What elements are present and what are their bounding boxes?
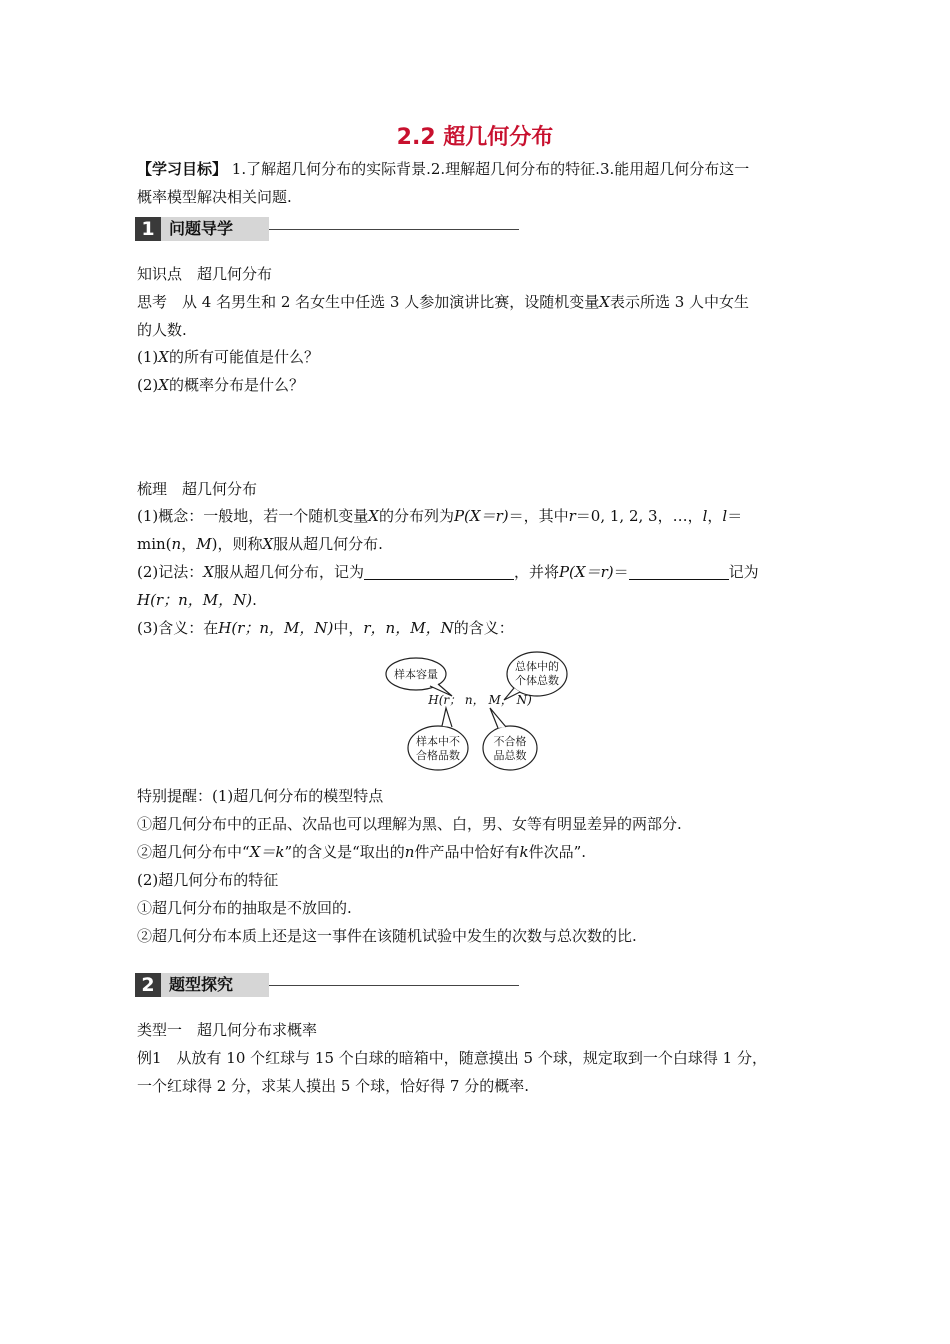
diagram-center-formula: H(r； n， M， N) bbox=[428, 693, 532, 707]
reminder-text: ”的含义是“取出的 bbox=[284, 843, 405, 861]
concept-text: ＝，其中 bbox=[508, 507, 569, 525]
question-2 bbox=[137, 371, 817, 399]
reminder-heading: 特别提醒：(1)超几何分布的模型特点 bbox=[137, 787, 384, 805]
think-line1 bbox=[137, 288, 817, 316]
fill-in-blank[interactable] bbox=[364, 563, 514, 580]
bubble-sample-size-label: 样本容量 bbox=[394, 668, 438, 681]
q1-text: 的所有可能值是什么？ bbox=[168, 348, 319, 366]
var-n: n bbox=[171, 535, 182, 553]
example1-line1: 例1 从放有 10 个红球与 15 个白球的暗箱中，随意摸出 5 个球，规定取到一个白球得 1 分， bbox=[137, 1049, 767, 1067]
objectives-label: 【学习目标】 bbox=[137, 160, 228, 178]
concept-text: (1)概念：一般地，若一个随机变量 bbox=[137, 507, 369, 525]
concept-text: ， bbox=[707, 507, 723, 525]
var-x: X bbox=[262, 535, 274, 553]
reminder-item2 bbox=[137, 838, 817, 866]
var-x: X bbox=[158, 376, 169, 394]
reminder-text: 件产品中恰好有 bbox=[414, 843, 520, 861]
meaning-line bbox=[137, 614, 817, 642]
notation-line1 bbox=[137, 558, 817, 586]
bubble-pointer bbox=[442, 708, 452, 727]
problem-type-1: 类型一 超几何分布求概率 bbox=[137, 1021, 318, 1039]
formula-p: P(X＝r) bbox=[453, 507, 509, 525]
concept-text: ， bbox=[181, 535, 197, 553]
review-heading: 梳理 超几何分布 bbox=[137, 480, 258, 498]
section-name: 题型探究 bbox=[161, 973, 269, 997]
notation-text: ，并将 bbox=[513, 563, 559, 581]
concept-text: 的分布列为 bbox=[378, 507, 454, 525]
bubble-total-defects-line2: 品总数 bbox=[493, 749, 527, 762]
concept-text: 服从超几何分布. bbox=[273, 535, 383, 553]
knowledge-point: 知识点 超几何分布 bbox=[137, 265, 273, 283]
bubble-total-defects-line1: 不合格 bbox=[493, 735, 527, 748]
var-r: r bbox=[568, 507, 576, 525]
section-header-problem-types bbox=[135, 973, 520, 997]
fill-in-blank[interactable] bbox=[629, 563, 729, 580]
reminder-text: ②超几何分布中“ bbox=[137, 843, 250, 861]
var-l: l bbox=[722, 507, 728, 525]
q2-text: 的概率分布是什么？ bbox=[168, 376, 304, 394]
objectives-line2: 概率模型解决相关问题. bbox=[137, 188, 292, 206]
reminder-item4: ②超几何分布本质上还是这一事件在该随机试验中发生的次数与总次数的比. bbox=[137, 927, 637, 945]
meaning-text: 中， bbox=[333, 619, 364, 637]
think-text: 思考 从 4 名男生和 2 名女生中任选 3 人参加演讲比赛，设随机变量 bbox=[137, 293, 600, 311]
diagram-svg bbox=[380, 648, 580, 776]
question-1 bbox=[137, 343, 817, 371]
concept-text: ＝ bbox=[727, 507, 743, 525]
notation-text: 记为 bbox=[728, 563, 759, 581]
hypergeometric-meaning-diagram bbox=[380, 648, 580, 776]
notation-text: . bbox=[252, 591, 257, 609]
var-x: X bbox=[158, 348, 169, 366]
bubble-sample-defects-line2: 合格品数 bbox=[416, 749, 460, 762]
bubble-sample-defects-line1: 样本中不 bbox=[416, 735, 460, 748]
concept-text: )，则称 bbox=[211, 535, 263, 553]
notation-text: (2)记法： bbox=[137, 563, 204, 581]
var-l: l bbox=[702, 507, 708, 525]
bubble-population-line2: 个体总数 bbox=[515, 674, 559, 687]
reminder-item1: ①超几何分布中的正品、次品也可以理解为黑、白，男、女等有明显差异的两部分. bbox=[137, 815, 682, 833]
formula-h: H(r；n，M，N) bbox=[137, 591, 253, 609]
think-text-end: 表示所选 3 人中女生 bbox=[609, 293, 750, 311]
section-number: 2 bbox=[135, 973, 161, 997]
var-n: n bbox=[404, 843, 415, 861]
objectives-line1: 1.了解超几何分布的实际背景.2.理解超几何分布的特征.3.能用超几何分布这一 bbox=[227, 160, 750, 178]
q2-number: (2) bbox=[137, 376, 159, 394]
reminder-text: 件次品”. bbox=[528, 843, 587, 861]
var-x: X bbox=[599, 293, 610, 311]
section-name: 问题导学 bbox=[161, 217, 269, 241]
page-title: 2.2 超几何分布 bbox=[396, 125, 554, 150]
reminder-sub2: (2)超几何分布的特征 bbox=[137, 871, 279, 889]
formula-p: P(X＝r) bbox=[558, 563, 614, 581]
concept-line2 bbox=[137, 530, 817, 558]
example1-line2: 一个红球得 2 分，求某人摸出 5 个球，恰好得 7 分的概率. bbox=[137, 1077, 530, 1095]
var-m: M bbox=[196, 535, 212, 553]
vars-list: r，n，M，N bbox=[363, 619, 454, 637]
formula-x-eq-k: X＝k bbox=[249, 843, 285, 861]
notation-line2 bbox=[137, 586, 817, 614]
learning-objectives bbox=[137, 155, 817, 183]
think-line2: 的人数. bbox=[137, 321, 187, 339]
meaning-text: 的含义： bbox=[453, 619, 514, 637]
bubble-pointer bbox=[490, 708, 506, 728]
var-x: X bbox=[368, 507, 379, 525]
concept-line1 bbox=[137, 502, 817, 530]
concept-text: min( bbox=[137, 535, 172, 553]
notation-text: ＝ bbox=[613, 563, 629, 581]
section-header-guided-questions bbox=[135, 217, 520, 241]
section-rule bbox=[269, 229, 519, 230]
var-k: k bbox=[519, 843, 529, 861]
var-x: X bbox=[203, 563, 214, 581]
formula-h: H(r；n，M，N) bbox=[218, 619, 334, 637]
section-number: 1 bbox=[135, 217, 161, 241]
meaning-text: (3)含义：在 bbox=[137, 619, 219, 637]
bubble-population-line1: 总体中的 bbox=[515, 660, 559, 673]
concept-text: ＝0, 1, 2, 3，…， bbox=[575, 507, 703, 525]
bubble-total-defects bbox=[483, 726, 537, 770]
notation-text: 服从超几何分布，记为 bbox=[213, 563, 364, 581]
reminder-item3: ①超几何分布的抽取是不放回的. bbox=[137, 899, 352, 917]
bubble-sample-defects bbox=[408, 726, 468, 770]
section-rule bbox=[269, 985, 519, 986]
q1-number: (1) bbox=[137, 348, 159, 366]
